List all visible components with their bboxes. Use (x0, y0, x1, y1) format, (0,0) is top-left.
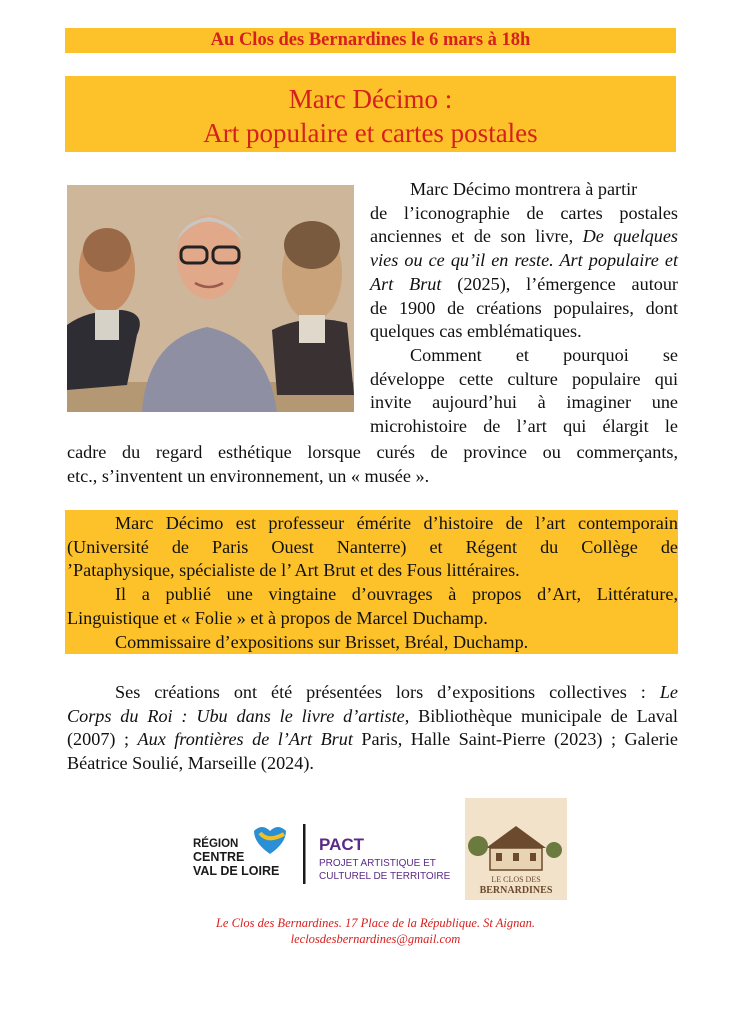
intro-line: etc., s’inventent un environnement, un « musée ». (67, 465, 430, 486)
intro-line: Marc Décimo montrera à partir (410, 179, 638, 199)
intro-line (370, 273, 678, 297)
intro-line: de l’iconographie de cartes postales (370, 202, 678, 223)
footer-address: Le Clos des Bernardines. 17 Place de la République. St Aignan. (215, 916, 536, 930)
expos-line (67, 728, 678, 752)
pact-sub-1: PROJET ARTISTIQUE ET (319, 858, 436, 869)
intro-line: microhistoire de l’art qui élargit le (370, 416, 678, 437)
intro-line: quelques cas emblématiques. (370, 321, 582, 342)
pact-title: PACT (319, 835, 365, 854)
title-banner (65, 76, 676, 152)
intro-book-title: vies ou ce qu’il en reste. Art populaire et (370, 250, 678, 271)
expos-text: Ses créations ont été présentées lors d’expositions collectives : (115, 682, 660, 702)
expos-text: (2007) ; (67, 729, 138, 750)
intro-line: Comment et pourquoi se (410, 344, 678, 365)
intro-line: invite aujourd’hui à imaginer une (370, 392, 678, 413)
pact-sub-2: CULTUREL DE TERRITOIRE (319, 871, 451, 882)
bio-line: Il a publié une vingtaine d’ouvrages à propos d’Art, Littérature, (115, 584, 678, 605)
intro-paragraph (370, 178, 678, 439)
region-line-2: CENTRE (193, 850, 245, 864)
expos-line (67, 705, 678, 729)
expos-text: Paris, Halle Saint-Pierre (2023) ; Galerie (352, 729, 678, 750)
bio-line: Marc Décimo est professeur émérite d’histoire de l’art contemporain (115, 513, 678, 533)
top-banner: Au Clos des Bernardines le 6 mars à 18h (65, 28, 676, 53)
bio-line: Linguistique et « Folie » et à propos de Marcel Duchamp. (67, 607, 488, 628)
intro-text: (2025), l’émergence autour (441, 273, 678, 294)
clos-line-2: BERNARDINES (479, 885, 553, 896)
region-line-1: RÉGION (193, 838, 239, 850)
footer-email: leclosdesbernardines@gmail.com (290, 932, 461, 946)
expos-text: , Bibliothèque municipale de Laval (404, 705, 678, 726)
title-line-1: Marc Décimo : (288, 84, 453, 114)
intro-line: de 1900 de créations populaires, dont (370, 297, 678, 318)
bio-line: Commissaire d’expositions sur Brisset, Bréal, Duchamp. (115, 631, 529, 652)
intro-line: cadre du regard esthétique lorsque curés de province ou commerçants, (67, 442, 678, 462)
expos-title: Aux frontières de l’Art Brut (137, 729, 353, 750)
footer (0, 915, 751, 947)
intro-line (370, 249, 678, 273)
expos-line: Béatrice Soulié, Marseille (2024). (67, 753, 314, 774)
expos-line (67, 681, 678, 705)
portrait-photo (67, 185, 354, 412)
intro-text: anciennes et de son livre, (370, 226, 583, 247)
expos-title: Le (659, 682, 678, 702)
partner-logos (188, 798, 573, 903)
clos-line-1: LE CLOS DES (491, 875, 541, 884)
title-line-2: Art populaire et cartes postales (203, 118, 538, 148)
region-line-3: VAL DE LOIRE (193, 864, 280, 878)
bio-line: ’Pataphysique, spécialiste de l’ Art Brut et des Fous littéraires. (67, 560, 520, 581)
intro-continuation (67, 441, 678, 488)
intro-line (370, 225, 678, 249)
intro-book-title: Art Brut (370, 273, 442, 294)
intro-book-title: De quelques (582, 226, 678, 247)
exhibitions-paragraph (67, 681, 678, 776)
clos-bernardines-logo (465, 798, 567, 900)
region-centre-logo (193, 827, 286, 878)
bio-line: (Université de Paris Ouest Nanterre) et Régent du Collège de (67, 536, 678, 557)
bio-paragraph (67, 512, 678, 654)
pact-logo (319, 835, 451, 882)
intro-line: développe cette culture populaire qui (370, 368, 678, 389)
expos-title: Corps du Roi : Ubu dans le livre d’artiste (67, 705, 405, 726)
